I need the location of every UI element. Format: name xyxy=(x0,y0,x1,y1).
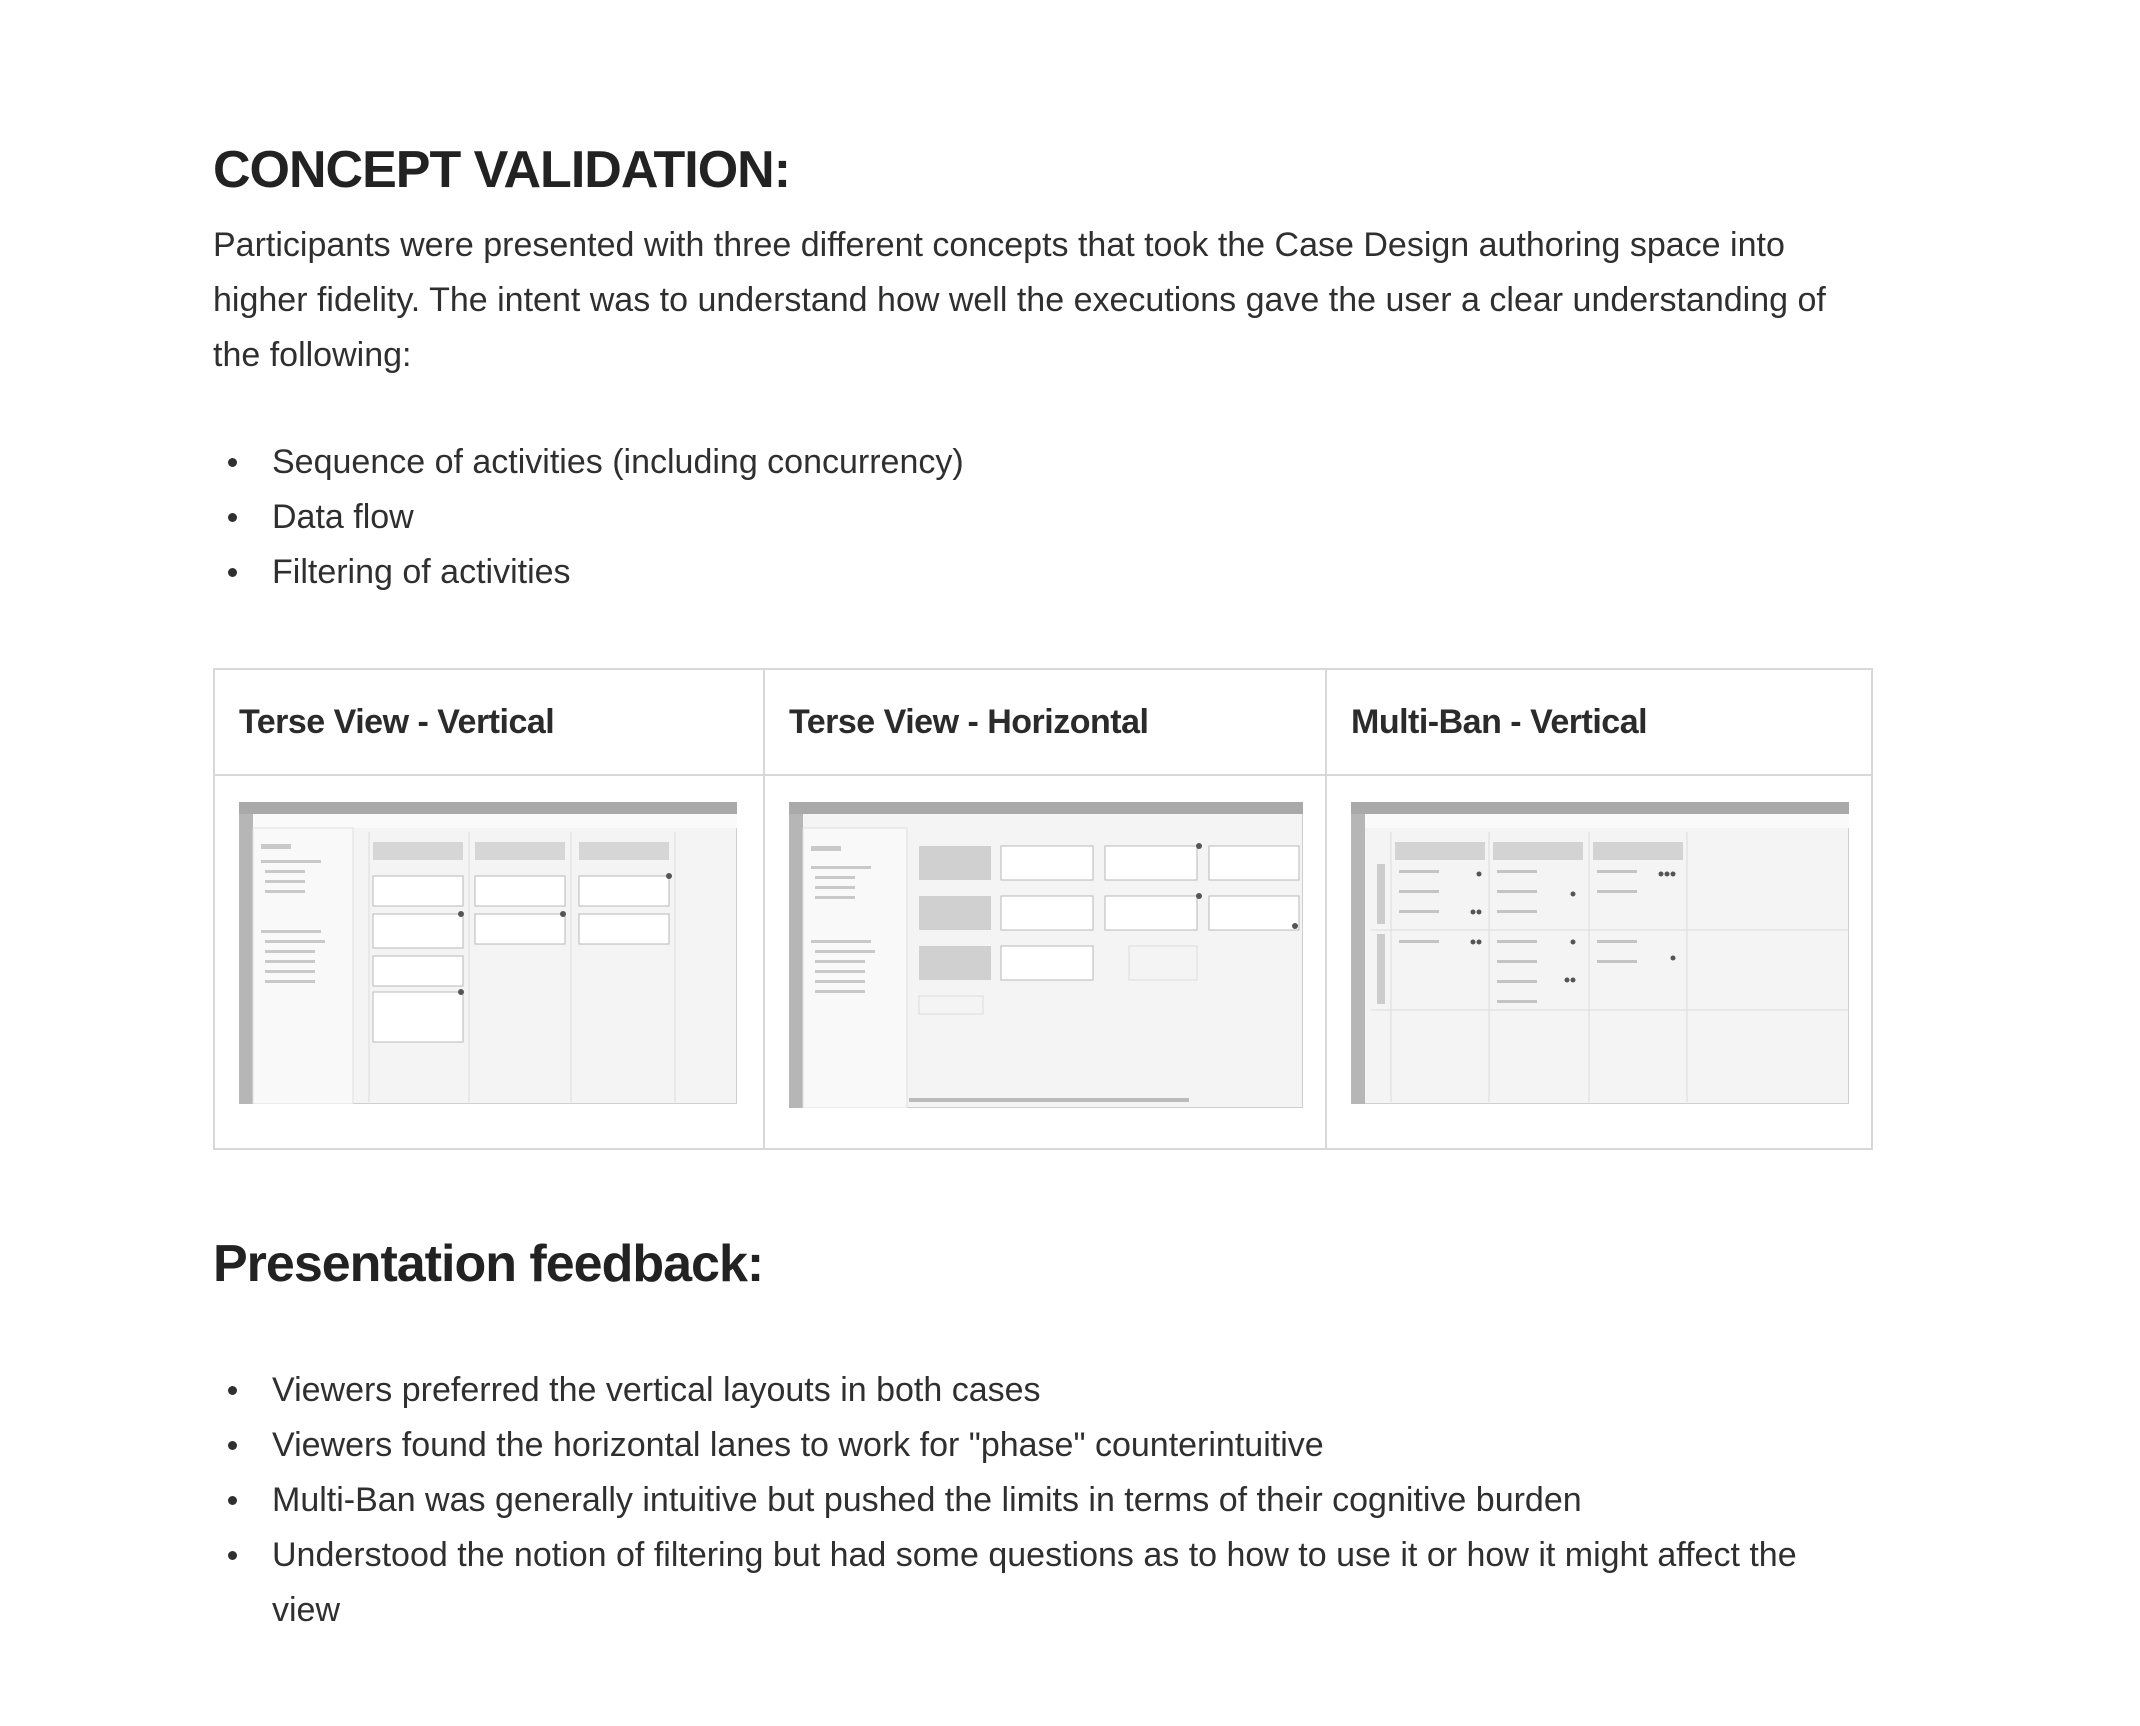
concept-column-terse-horizontal xyxy=(763,670,1325,1148)
bullet-icon xyxy=(228,458,237,467)
concept-thumbnail-cell xyxy=(215,776,763,1148)
list-item: Understood the notion of filtering but had some questions as to how to use it or how it might affect the view xyxy=(213,1528,1873,1638)
bullet-icon xyxy=(228,1551,237,1560)
presentation-feedback-heading: Presentation feedback: xyxy=(213,1235,764,1293)
presentation-feedback-list xyxy=(213,1363,1873,1638)
concept-thumbnail-cell xyxy=(765,776,1325,1148)
concept-column-terse-vertical xyxy=(215,670,763,1148)
concept-validation-list xyxy=(213,435,1873,600)
list-item: Viewers preferred the vertical layouts in both cases xyxy=(213,1363,1873,1418)
concept-validation-heading: CONCEPT VALIDATION: xyxy=(213,141,791,199)
list-item: Viewers found the horizontal lanes to work for "phase" counterintuitive xyxy=(213,1418,1873,1473)
list-item: Sequence of activities (including concurrency) xyxy=(213,435,1873,490)
concept-thumbnail-cell xyxy=(1327,776,1871,1148)
list-item: Filtering of activities xyxy=(213,545,1873,600)
bullet-icon xyxy=(228,1386,237,1395)
concept-column-title: Terse View - Vertical xyxy=(215,670,763,776)
list-item: Multi-Ban was generally intuitive but pushed the limits in terms of their cognitive burden xyxy=(213,1473,1873,1528)
terse-vertical-wireframe-thumbnail[interactable] xyxy=(239,802,737,1104)
concept-column-title: Multi-Ban - Vertical xyxy=(1327,670,1871,776)
concepts-table xyxy=(213,668,1873,1150)
terse-horizontal-wireframe-thumbnail[interactable] xyxy=(789,802,1303,1108)
bullet-icon xyxy=(228,513,237,522)
list-item: Data flow xyxy=(213,490,1873,545)
bullet-icon xyxy=(228,1496,237,1505)
concept-validation-intro: Participants were presented with three different concepts that took the Case Design authoring space into higher fidelity. The intent was to understand how well the executions gave the user a clear understanding of the following: xyxy=(213,226,1826,374)
bullet-icon xyxy=(228,1441,237,1450)
multiban-vertical-wireframe-thumbnail[interactable] xyxy=(1351,802,1849,1104)
concept-column-multiban-vertical xyxy=(1325,670,1871,1148)
concept-column-title: Terse View - Horizontal xyxy=(765,670,1325,776)
bullet-icon xyxy=(228,568,237,577)
